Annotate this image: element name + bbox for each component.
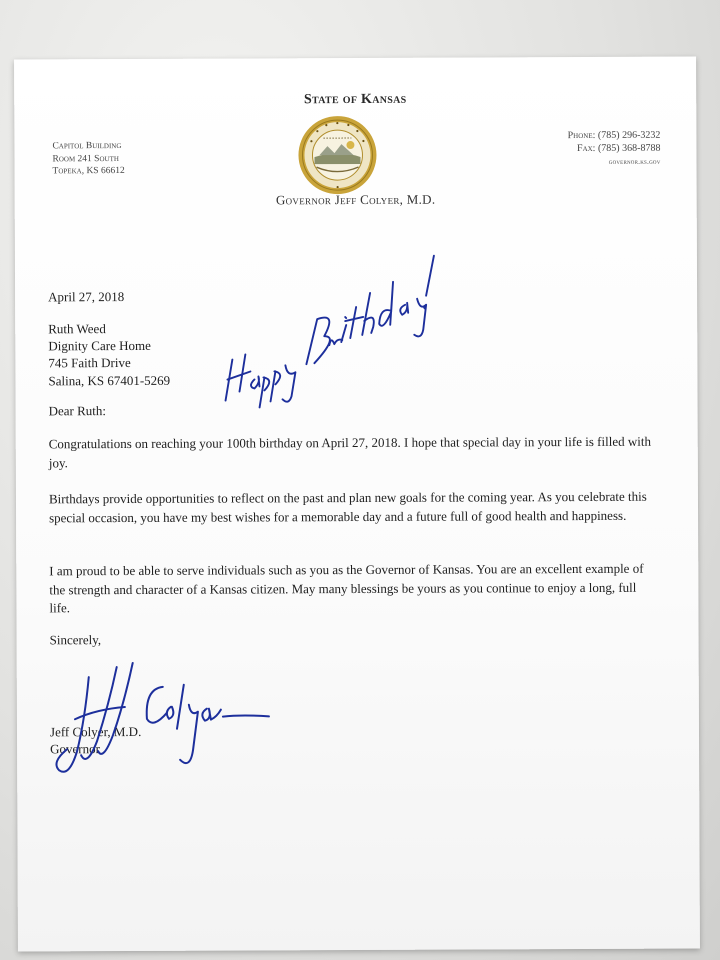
address-line: Room 241 South <box>52 153 119 164</box>
recipient-line: Salina, KS 67401-5269 <box>48 372 171 388</box>
signer-name: Jeff Colyer, M.D. <box>49 723 142 740</box>
website: governor.ks.gov <box>608 156 661 166</box>
contact-info <box>568 129 661 168</box>
governor-name: Governor Jeff Colyer, M.D. <box>275 191 436 208</box>
letterhead-title: State of Kansas <box>303 91 407 108</box>
signer-title: Governor <box>50 741 100 757</box>
salutation: Dear Ruth: <box>48 403 107 419</box>
recipient-line: Ruth Weed <box>48 321 106 337</box>
body-paragraph: I am proud to be able to serve individuals such as you as the Governor of Kansas. You are an excellent example of the strength and character of a Kansas citizen. May many blessings be yours as you continue to enjoy a long, full life. <box>49 560 644 616</box>
recipient-line: 745 Faith Drive <box>48 355 131 371</box>
signature <box>37 658 278 784</box>
fax-number: Fax: (785) 368-8788 <box>576 142 661 155</box>
closing: Sincerely, <box>49 632 102 648</box>
body-paragraph: Congratulations on reaching your 100th birthday on April 27, 2018. I hope that special day in your life is filled with joy. <box>48 433 651 470</box>
office-address <box>52 140 124 178</box>
address-line: Topeka, KS 66612 <box>52 166 125 177</box>
address-line: Capitol Building <box>52 141 122 152</box>
recipient-address <box>48 320 170 389</box>
letter-sheet <box>14 57 700 952</box>
letter-date: April 27, 2018 <box>48 289 125 305</box>
handwritten-birthday-note <box>205 253 446 419</box>
phone-number: Phone: (785) 296-3232 <box>567 129 661 142</box>
body-paragraph: Birthdays provide opportunities to reflect on the past and plan new goals for the coming year. As you celebrate this special occasion, you have my best wishes for a memorable day and a future full of good health and happiness. <box>48 488 647 525</box>
kansas-state-seal-icon <box>297 115 377 195</box>
recipient-line: Dignity Care Home <box>48 338 151 354</box>
